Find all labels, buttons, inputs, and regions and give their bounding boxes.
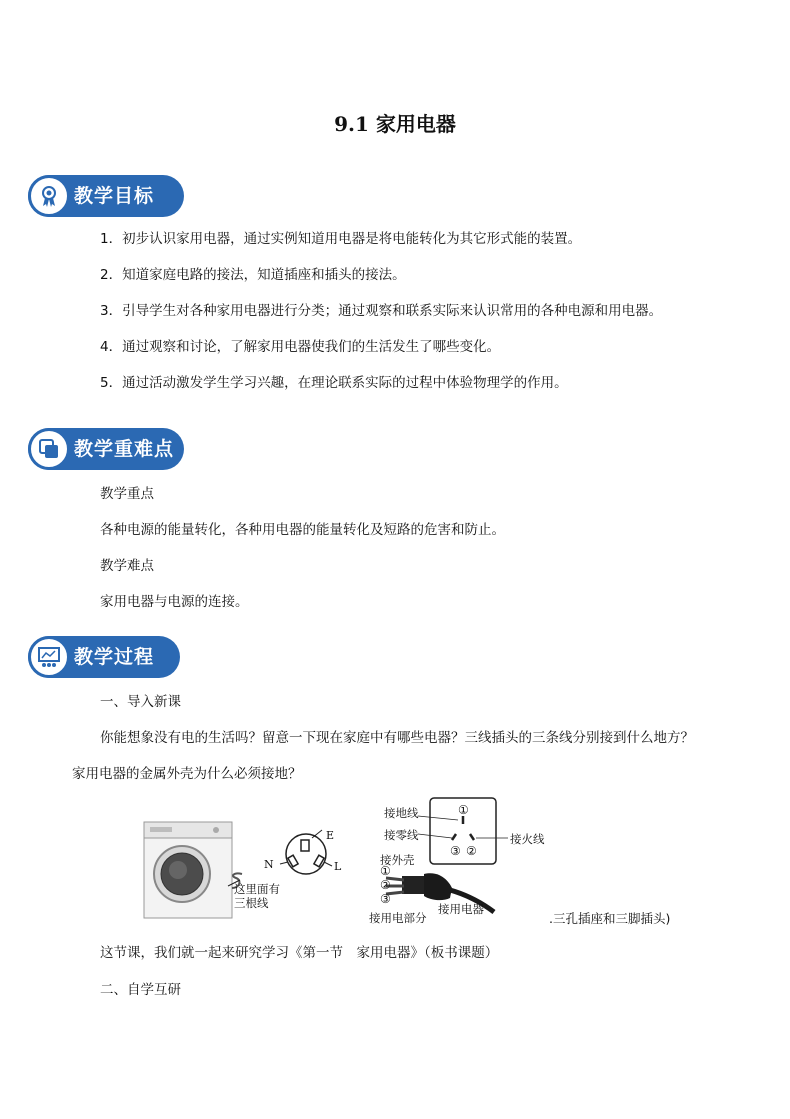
plug-appliance-label: 接用电器: [438, 902, 484, 916]
section-heading-process: 教学过程: [74, 646, 155, 668]
plug-label-l: L: [334, 860, 342, 873]
goal-item-1: 1．初步认识家用电器，通过实例知道用电器是将电能转化为其它形式能的装置。: [100, 231, 582, 247]
intro-line-1: 你能想象没有电的生活吗？留意一下现在家庭中有哪些电器？三线插头的三条线分别接到什么地方？: [100, 730, 694, 746]
award-ribbon-icon: [28, 175, 70, 217]
section-heading-key-points: 教学重难点: [74, 438, 175, 460]
plug-label-n: N: [264, 858, 274, 871]
socket-circle-1: ①: [458, 803, 469, 817]
page-title: 9.1 家用电器: [334, 112, 456, 136]
socket-circle-2: ②: [466, 844, 477, 858]
section-banner-process: [28, 636, 180, 678]
stacked-pages-icon: [28, 428, 70, 470]
plug-circle-2: ②: [380, 878, 391, 892]
goal-item-3: 3．引导学生对各种家用电器进行分类；通过观察和联系实际来认识常用的各种电源和用电器。: [100, 303, 663, 319]
plug-label-e: E: [326, 829, 335, 842]
focus-text: 各种电源的能量转化，各种用电器的能量转化及短路的危害和防止。: [100, 522, 505, 538]
plug-part-label: 接用电部分: [369, 911, 427, 925]
lesson-intro-line: 这节课，我们就一起来研究学习《第一节 家用电器》（板书课题）: [100, 945, 499, 961]
socket-circle-3: ③: [450, 844, 461, 858]
socket-neutral-label: 接零线: [384, 828, 419, 842]
goal-item-4: 4．通过观察和讨论，了解家用电器使我们的生活发生了哪些变化。: [100, 339, 501, 355]
washer-note-2: 三根线: [234, 896, 269, 910]
difficulty-text: 家用电器与电源的连接。: [100, 594, 249, 610]
focus-label: 教学重点: [100, 486, 154, 502]
goal-item-5: 5．通过活动激发学生学习兴趣，在理论联系实际的过程中体验物理学的作用。: [100, 375, 568, 391]
step2-title: 二、自学互研: [100, 982, 181, 998]
plug-circle-1: ①: [380, 864, 391, 878]
section-banner-key-points: [28, 428, 184, 470]
washer-note-1: 这里面有: [234, 882, 280, 896]
section-heading-goals: 教学目标: [74, 185, 155, 207]
socket-ground-label: 接地线: [384, 806, 419, 820]
socket-live-label: 接火线: [510, 832, 545, 846]
section-banner-goals: [28, 175, 184, 217]
step1-title: 一、导入新课: [100, 694, 181, 710]
presentation-board-icon: [28, 636, 70, 678]
plug-shell-label: 接外壳: [380, 853, 415, 867]
plug-circle-3: ③: [380, 892, 391, 906]
figure-caption: .三孔插座和三脚插头): [549, 911, 671, 926]
goal-item-2: 2．知道家庭电路的接法，知道插座和插头的接法。: [100, 267, 406, 283]
intro-line-2: 家用电器的金属外壳为什么必须接地？: [72, 766, 302, 782]
difficulty-label: 教学难点: [100, 558, 154, 574]
